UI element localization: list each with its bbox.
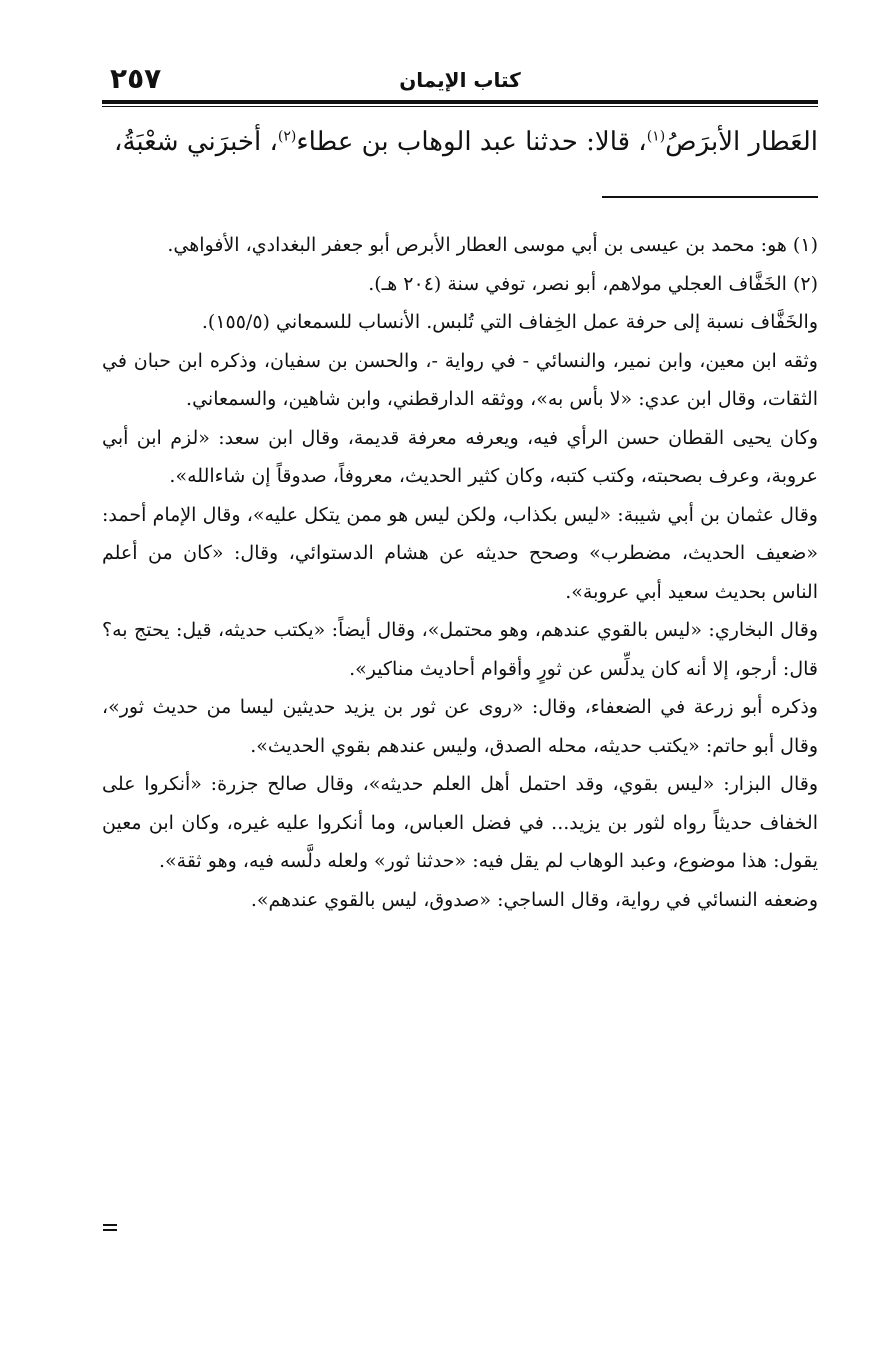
continuation-mark [103, 1224, 117, 1234]
footnote-ref-1[interactable]: (١) [646, 128, 666, 145]
main-text-part2: ، قالا: حدثنا عبد الوهاب بن عطاء [296, 127, 647, 157]
footnote-paragraph: وقال البزار: «ليس بقوي، وقد احتمل أهل العلم حديثه»، وقال صالح جزرة: «أنكروا على الخفاف حديثاً رواه لثور بن يزيد... في فضل العباس، وما أنكروا عليه غيره، وكان ابن معين يقول: هذا موضوع، وعبد الوهاب لم يقل فيه: «حدثنا ثور» ولعله دلَّسه فيه، وهو ثقة». [102, 773, 818, 872]
footnote-1: (١) هو: محمد بن عيسى بن أبي موسى العطار الأبرص أبو جعفر البغدادي، الأفواهي. [167, 234, 818, 256]
footnote-paragraph: والخَفَّاف نسبة إلى حرفة عمل الخِفاف التي تُلبس. الأنساب للسمعاني (١٥٥/٥). [201, 311, 818, 333]
footnote-separator [602, 196, 818, 198]
footnote-paragraph: وكان يحيى القطان حسن الرأي فيه، ويعرفه معرفة قديمة، وقال ابن سعد: «لزم ابن أبي عروبة، وعرف بصحبته، وكتب كتبه، وكان كثير الحديث، معروفاً، صدوقاً إن شاءالله». [102, 426, 818, 487]
chapter-title: كتاب الإيمان [399, 68, 521, 92]
footnote-paragraph: وذكره أبو زرعة في الضعفاء، وقال: «روى عن ثور بن يزيد حديثين ليسا من حديث ثور»، وقال أبو حاتم: «يكتب حديثه، محله الصدق، وليس عندهم بقوي الحديث». [102, 696, 818, 757]
main-text-part3: ، أخبرَني شعْبَةُ، [114, 127, 278, 157]
footnote-ref-2[interactable]: (٢) [277, 128, 297, 145]
page-number: ٢٥٧ [110, 62, 162, 95]
footnote-paragraph: وقال البخاري: «ليس بالقوي عندهم، وهو محتمل»، وقال أيضاً: «يكتب حديثه، قيل: يحتج به؟ قال: أرجو، إلا أنه كان يدلِّس عن ثورٍ وأقوام أحاديث مناكير». [102, 619, 819, 680]
footnote-paragraph: وثقه ابن معين، وابن نمير، والنسائي - في رواية -، والحسن بن سفيان، وذكره ابن حبان في الثقات، وقال ابن عدي: «لا بأس به»، ووثقه الدارقطني، وابن شاهين، والسمعاني. [102, 349, 818, 410]
page-header [102, 60, 818, 100]
main-text [102, 118, 818, 166]
footnotes [102, 226, 818, 919]
footnote-2: (٢) الخَفَّاف العجلي مولاهم، أبو نصر، توفي سنة (٢٠٤ هـ). [368, 272, 818, 295]
header-rule [102, 100, 818, 104]
footnote-paragraph: وقال عثمان بن أبي شيبة: «ليس بكذاب، ولكن ليس هو ممن يتكل عليه»، وقال الإمام أحمد: «ضعيف الحديث، مضطرب» وصحح حديثه عن هشام الدستوائي، وقال: «كان من أعلم الناس بحديث سعيد أبي عروبة». [102, 503, 818, 603]
header-rule-thin [102, 106, 818, 107]
footnote-paragraph: وضعفه النسائي في رواية، وقال الساجي: «صدوق، ليس بالقوي عندهم». [250, 888, 818, 911]
main-text-part1: العَطار الأبرَصُ [665, 127, 818, 157]
